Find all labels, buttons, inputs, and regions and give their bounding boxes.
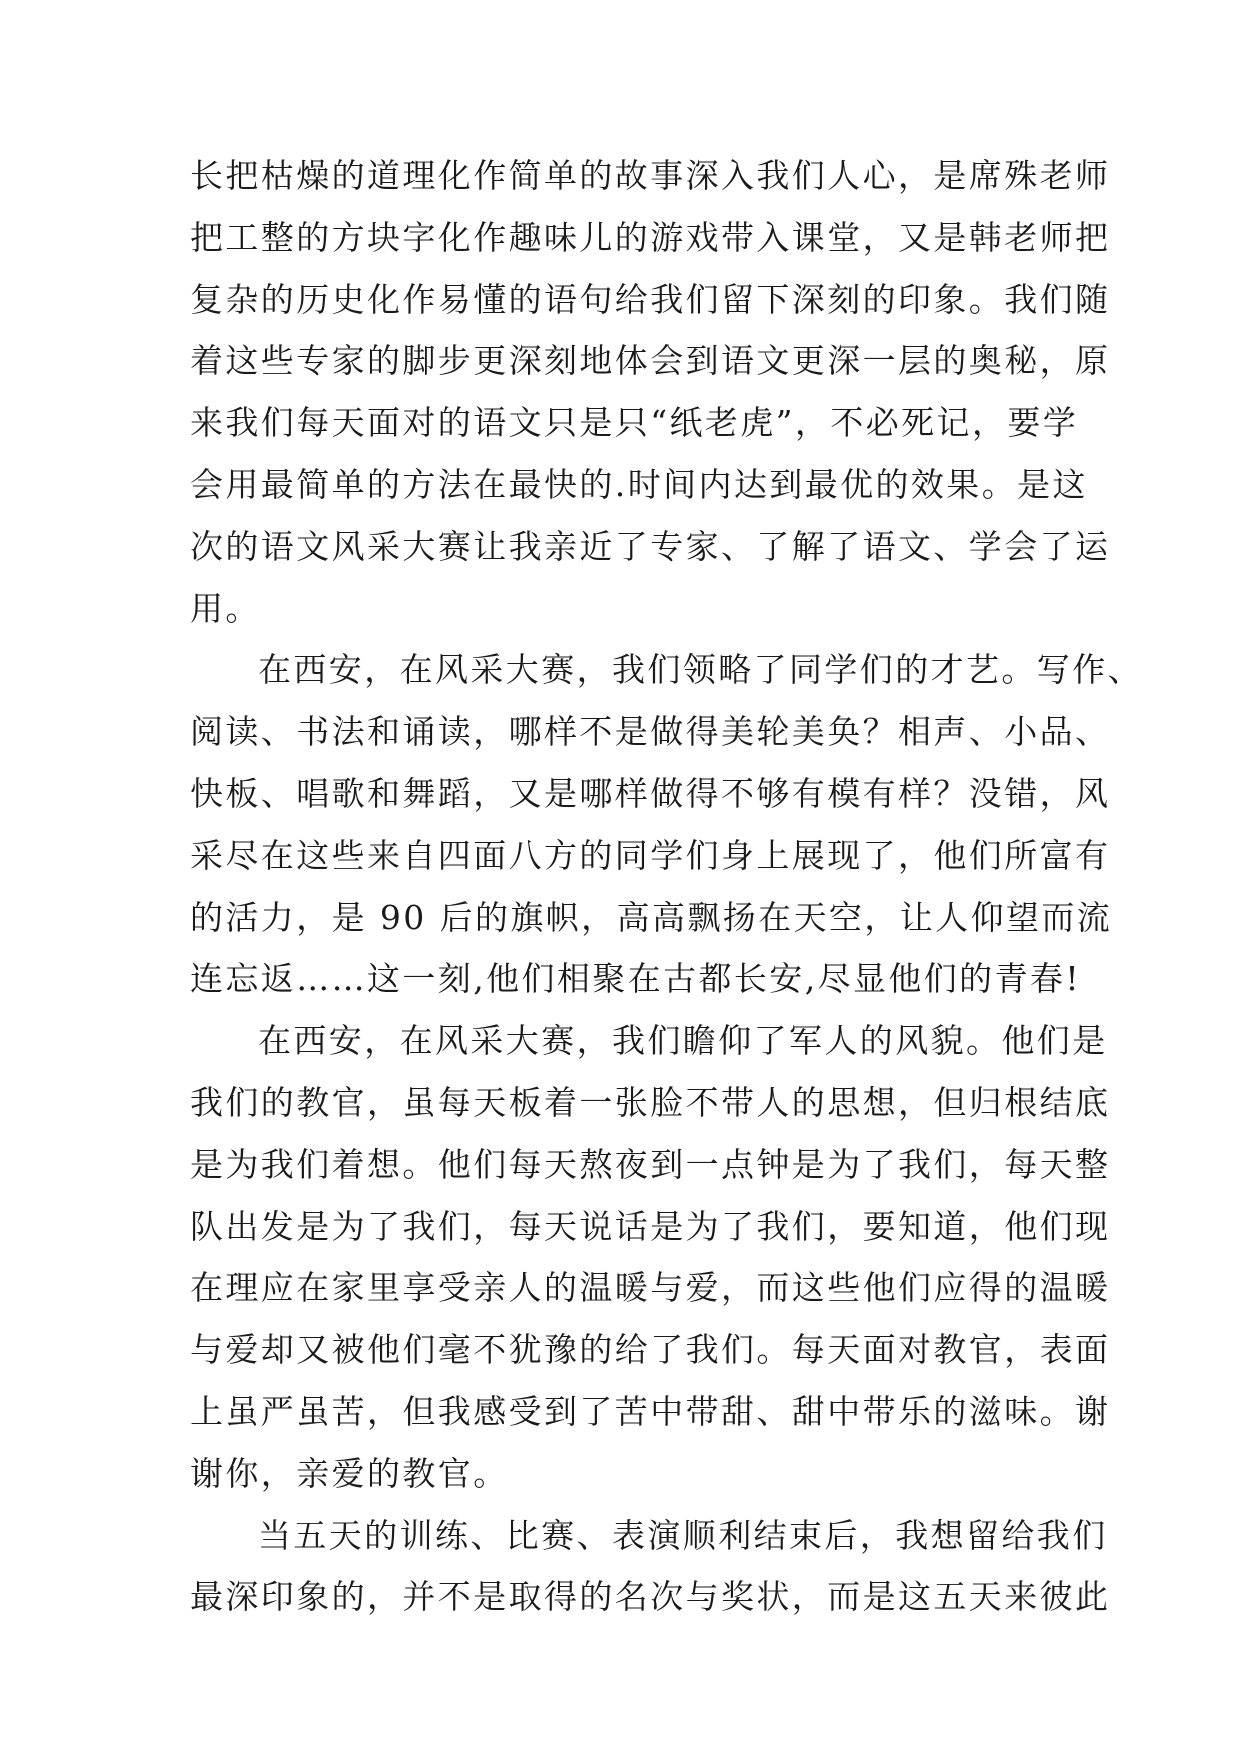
text-line: 在理应在家里享受亲人的温暖与爱，而这些他们应得的温暖 bbox=[190, 1268, 1111, 1308]
text-line: 用。 bbox=[190, 588, 261, 628]
text-line: 次的语文风采大赛让我亲近了专家、了解了语文、学会了运 bbox=[190, 526, 1111, 566]
text-line: 队出发是为了我们，每天说话是为了我们，要知道，他们现 bbox=[190, 1206, 1111, 1246]
text-line: 会用最简单的方法在最快的.时间内达到最优的效果。是这 bbox=[190, 464, 1088, 504]
text-line: 着这些专家的脚步更深刻地体会到语文更深一层的奥秘，原 bbox=[190, 341, 1111, 381]
text-line: 连忘返……这一刻,他们相聚在古都长安,尽显他们的青春! bbox=[190, 959, 1082, 999]
text-line: 我们的教官，虽每天板着一张脸不带人的思想，但归根结底 bbox=[190, 1082, 1111, 1122]
text-line: 当五天的训练、比赛、表演顺利结束后，我想留给我们 bbox=[258, 1515, 1108, 1555]
body-text bbox=[190, 145, 1143, 1628]
text-line: 谢你，亲爱的教官。 bbox=[190, 1453, 509, 1493]
text-line: 把工整的方块字化作趣味儿的游戏带入课堂，又是韩老师把 bbox=[190, 217, 1111, 257]
text-line: 来我们每天面对的语文只是只“纸老虎”，不必死记，要学 bbox=[190, 403, 1079, 443]
text-line: 阅读、书法和诵读，哪样不是做得美轮美奂？相声、小品、 bbox=[190, 712, 1111, 752]
text-line: 与爱却又被他们毫不犹豫的给了我们。每天面对教官，表面 bbox=[190, 1330, 1111, 1370]
text-line: 最深印象的，并不是取得的名次与奖状，而是这五天来彼此 bbox=[190, 1577, 1111, 1617]
text-line: 采尽在这些来自四面八方的同学们身上展现了，他们所富有 bbox=[190, 835, 1111, 875]
text-line: 是为我们着想。他们每天熬夜到一点钟是为了我们，每天整 bbox=[190, 1144, 1111, 1184]
text-line: 快板、唱歌和舞蹈，又是哪样做得不够有模有样？没错，风 bbox=[190, 773, 1111, 813]
text-line: 的活力，是 90 后的旗帜，高高飘扬在天空，让人仰望而流 bbox=[190, 897, 1113, 937]
text-line: 在西安，在风采大赛，我们领略了同学们的才艺。写作、 bbox=[258, 650, 1143, 690]
text-line: 长把枯燥的道理化作简单的故事深入我们人心，是席殊老师 bbox=[190, 156, 1111, 195]
text-line: 复杂的历史化作易懂的语句给我们留下深刻的印象。我们随 bbox=[190, 279, 1111, 319]
text-line: 在西安，在风采大赛，我们瞻仰了军人的风貌。他们是 bbox=[258, 1021, 1108, 1061]
text-line: 上虽严虽苦，但我感受到了苦中带甜、甜中带乐的滋味。谢 bbox=[190, 1391, 1111, 1431]
